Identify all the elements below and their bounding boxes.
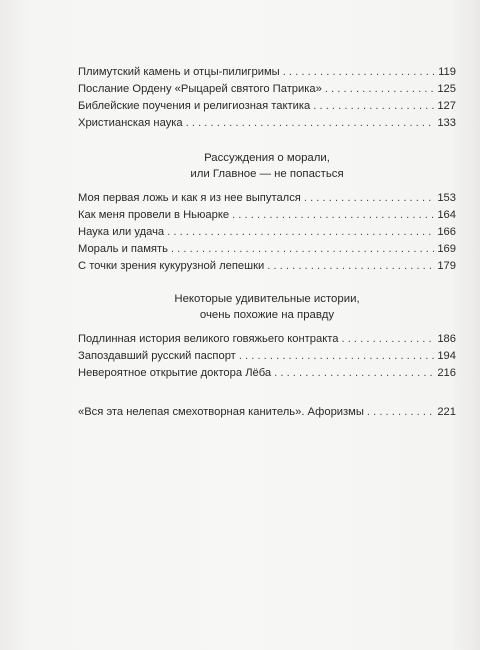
section-heading [78, 291, 456, 323]
toc-entry [78, 207, 456, 224]
dot-leader [367, 404, 434, 421]
table-of-contents [78, 64, 456, 421]
dot-leader [167, 224, 434, 241]
toc-entry [78, 81, 456, 98]
toc-entry-title: Плимутский камень и отцы-пилигримы [78, 66, 280, 78]
toc-entry-page: 119 [438, 66, 456, 78]
toc-entry-page: 133 [437, 117, 456, 129]
section-heading-line: очень похожие на правду [199, 309, 335, 321]
toc-entry-title: Невероятное открытие доктора Лёба [78, 367, 272, 379]
toc-entry [78, 331, 456, 348]
dot-leader [171, 241, 434, 258]
toc-entry [78, 64, 456, 81]
toc-entry-page: 221 [437, 406, 456, 418]
toc-section [78, 291, 456, 382]
toc-entry-page: 186 [437, 333, 456, 345]
dot-leader [341, 331, 434, 348]
toc-section [78, 404, 456, 421]
section-heading-line: Некоторые удивительные истории, [174, 293, 360, 305]
dot-leader [232, 207, 434, 224]
toc-entry [78, 224, 456, 241]
toc-entry-title: Как меня провели в Ньюарке [78, 209, 230, 221]
toc-entry-title: Наука или удача [78, 226, 165, 238]
toc-entry-page: 127 [437, 100, 456, 112]
toc-entry-page: 125 [437, 83, 456, 95]
toc-entry [78, 348, 456, 365]
toc-entry-title: Подлинная история великого говяжьего контракта [78, 333, 339, 345]
dot-leader [274, 365, 434, 382]
section-heading-line: или Главное — не попасться [190, 168, 344, 180]
toc-entry-title: С точки зрения кукурузной лепешки [78, 260, 265, 272]
toc-entry [78, 241, 456, 258]
section-heading-line: Рассуждения о морали, [204, 152, 330, 164]
toc-entry-title: Христианская наука [78, 117, 183, 129]
toc-entry-title: Моя первая ложь и как я из нее выпутался [78, 192, 301, 204]
toc-entry-page: 169 [437, 243, 456, 255]
toc-entry [78, 190, 456, 207]
section-heading [78, 150, 456, 182]
toc-entry-page: 166 [437, 226, 456, 238]
dot-leader [283, 64, 435, 81]
toc-entry [78, 115, 456, 132]
dot-leader [239, 348, 435, 365]
toc-entry [78, 404, 456, 421]
toc-entry-title: Послание Ордену «Рыцарей святого Патрика» [78, 83, 322, 95]
toc-section [78, 64, 456, 132]
toc-entry-title: Мораль и память [78, 243, 168, 255]
toc-entry-page: 153 [437, 192, 456, 204]
dot-leader [313, 98, 434, 115]
toc-entry-title: Библейские поучения и религиозная тактика [78, 100, 311, 112]
toc-entry-page: 179 [437, 260, 456, 272]
toc-entry [78, 98, 456, 115]
toc-entry [78, 365, 456, 382]
toc-entry [78, 258, 456, 275]
toc-entry-title: Запоздавший русский паспорт [78, 350, 236, 362]
toc-entry-page: 194 [437, 350, 456, 362]
toc-section [78, 150, 456, 275]
toc-entry-page: 164 [437, 209, 456, 221]
toc-entry-title: «Вся эта нелепая смехотворная канитель». Афоризмы [78, 406, 364, 418]
dot-leader [304, 190, 434, 207]
toc-entry-page: 216 [437, 367, 456, 379]
dot-leader [267, 258, 434, 275]
dot-leader [186, 115, 435, 132]
dot-leader [325, 81, 434, 98]
